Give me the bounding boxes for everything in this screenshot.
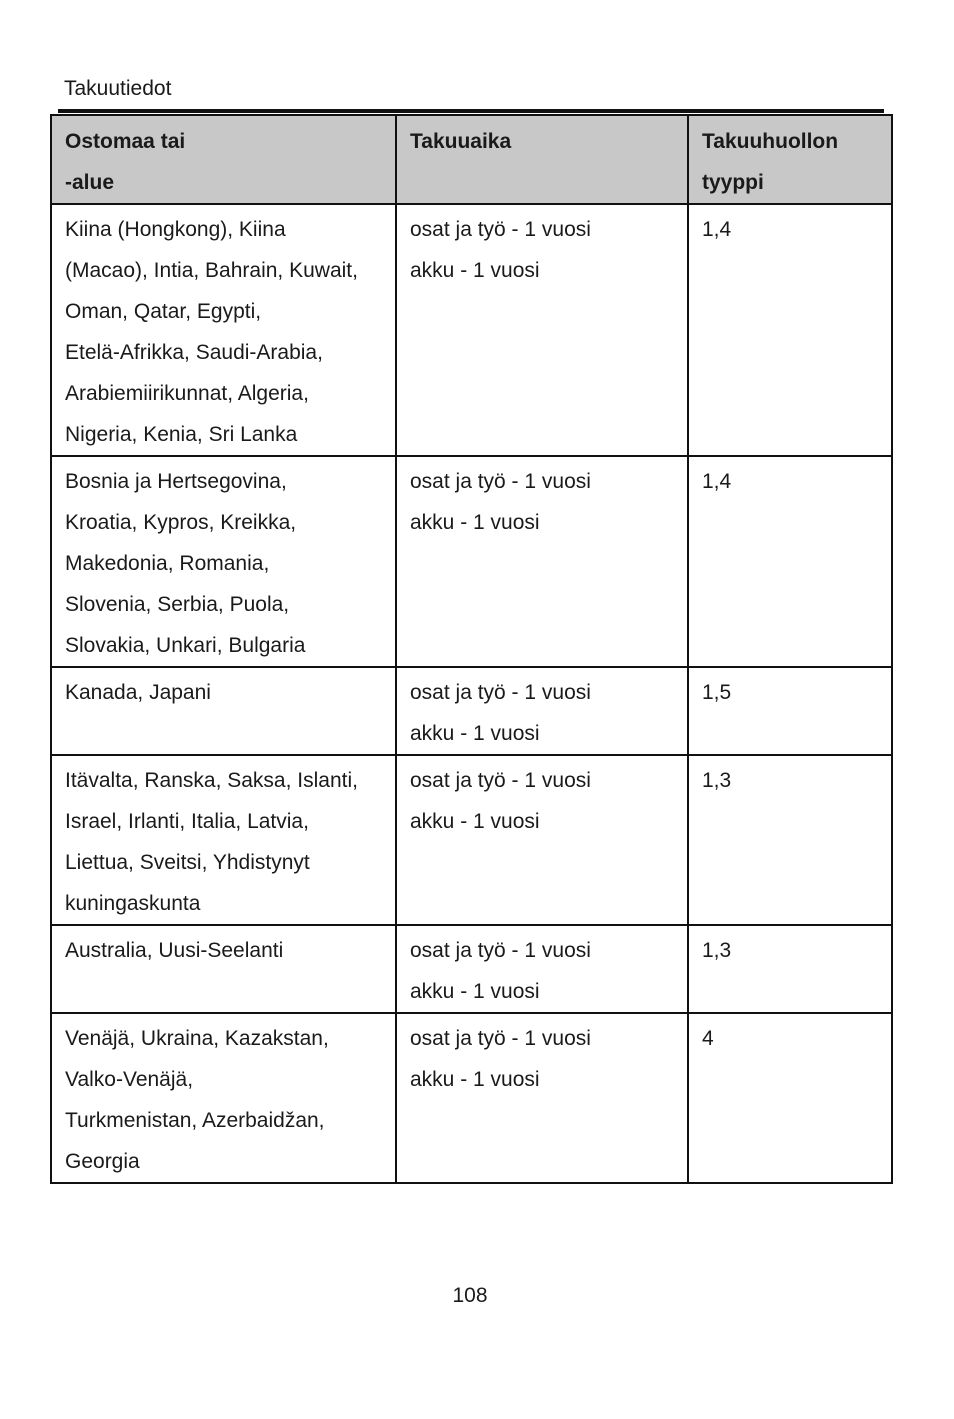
region-line: Arabiemiirikunnat, Algeria, <box>65 382 309 405</box>
cell-warranty-period <box>396 755 688 925</box>
cell-service-type <box>688 667 892 755</box>
period-line: osat ja työ - 1 vuosi <box>410 1027 591 1050</box>
section-title: Takuutiedot <box>64 77 172 100</box>
table-row <box>51 755 892 925</box>
cell-service-type <box>688 204 892 456</box>
cell-region <box>51 925 396 1013</box>
header-region <box>51 115 396 204</box>
cell-warranty-period <box>396 1013 688 1183</box>
header-region-line: -alue <box>65 171 115 194</box>
cell-region <box>51 1013 396 1183</box>
period-line: osat ja työ - 1 vuosi <box>410 218 591 241</box>
table-header-row <box>51 115 892 204</box>
cell-region <box>51 456 396 667</box>
period-line: osat ja työ - 1 vuosi <box>410 470 591 493</box>
period-line: akku - 1 vuosi <box>410 980 540 1003</box>
cell-region <box>51 667 396 755</box>
region-line: Georgia <box>65 1150 140 1173</box>
region-line: Oman, Qatar, Egypti, <box>65 300 262 323</box>
region-line: (Macao), Intia, Bahrain, Kuwait, <box>65 259 358 282</box>
period-line: akku - 1 vuosi <box>410 259 540 282</box>
header-region-line: Ostomaa tai <box>65 130 186 153</box>
table-row <box>51 667 892 755</box>
service-type-value: 1,4 <box>702 470 732 493</box>
cell-region <box>51 755 396 925</box>
region-line: Nigeria, Kenia, Sri Lanka <box>65 423 298 446</box>
header-warranty-period <box>396 115 688 204</box>
region-line: Kiina (Hongkong), Kiina <box>65 218 286 241</box>
header-period-line: Takuuaika <box>410 130 512 153</box>
region-line: Turkmenistan, Azerbaidžan, <box>65 1109 325 1132</box>
cell-service-type <box>688 755 892 925</box>
table-row <box>51 925 892 1013</box>
cell-warranty-period <box>396 456 688 667</box>
cell-warranty-period <box>396 667 688 755</box>
title-rule <box>58 109 884 113</box>
service-type-value: 1,4 <box>702 218 732 241</box>
region-line: Israel, Irlanti, Italia, Latvia, <box>65 810 309 833</box>
header-service-type <box>688 115 892 204</box>
region-line: Bosnia ja Hertsegovina, <box>65 470 287 493</box>
period-line: osat ja työ - 1 vuosi <box>410 681 591 704</box>
table-row <box>51 456 892 667</box>
region-line: Kanada, Japani <box>65 681 211 704</box>
cell-service-type <box>688 1013 892 1183</box>
region-line: Etelä-Afrikka, Saudi-Arabia, <box>65 341 323 364</box>
period-line: akku - 1 vuosi <box>410 1068 540 1091</box>
region-line: Itävalta, Ranska, Saksa, Islanti, <box>65 769 358 792</box>
header-service-line: tyyppi <box>702 171 764 194</box>
region-line: Kroatia, Kypros, Kreikka, <box>65 511 297 534</box>
cell-service-type <box>688 925 892 1013</box>
service-type-value: 1,3 <box>702 769 732 792</box>
table-row <box>51 204 892 456</box>
warranty-table <box>50 114 893 1184</box>
region-line: Slovakia, Unkari, Bulgaria <box>65 634 306 657</box>
period-line: osat ja työ - 1 vuosi <box>410 939 591 962</box>
region-line: Valko-Venäjä, <box>65 1068 194 1091</box>
service-type-value: 1,3 <box>702 939 732 962</box>
region-line: Liettua, Sveitsi, Yhdistynyt <box>65 851 310 874</box>
region-line: Makedonia, Romania, <box>65 552 270 575</box>
region-line: Venäjä, Ukraina, Kazakstan, <box>65 1027 329 1050</box>
region-line: kuningaskunta <box>65 892 201 915</box>
region-line: Slovenia, Serbia, Puola, <box>65 593 290 616</box>
period-line: osat ja työ - 1 vuosi <box>410 769 591 792</box>
region-line: Australia, Uusi-Seelanti <box>65 939 284 962</box>
cell-warranty-period <box>396 204 688 456</box>
page-number: 108 <box>452 1284 488 1307</box>
table-body <box>51 204 892 1183</box>
cell-service-type <box>688 456 892 667</box>
period-line: akku - 1 vuosi <box>410 810 540 833</box>
table-row <box>51 1013 892 1183</box>
period-line: akku - 1 vuosi <box>410 722 540 745</box>
period-line: akku - 1 vuosi <box>410 511 540 534</box>
cell-region <box>51 204 396 456</box>
service-type-value: 4 <box>702 1027 714 1050</box>
header-service-line: Takuuhuollon <box>702 130 839 153</box>
cell-warranty-period <box>396 925 688 1013</box>
service-type-value: 1,5 <box>702 681 732 704</box>
